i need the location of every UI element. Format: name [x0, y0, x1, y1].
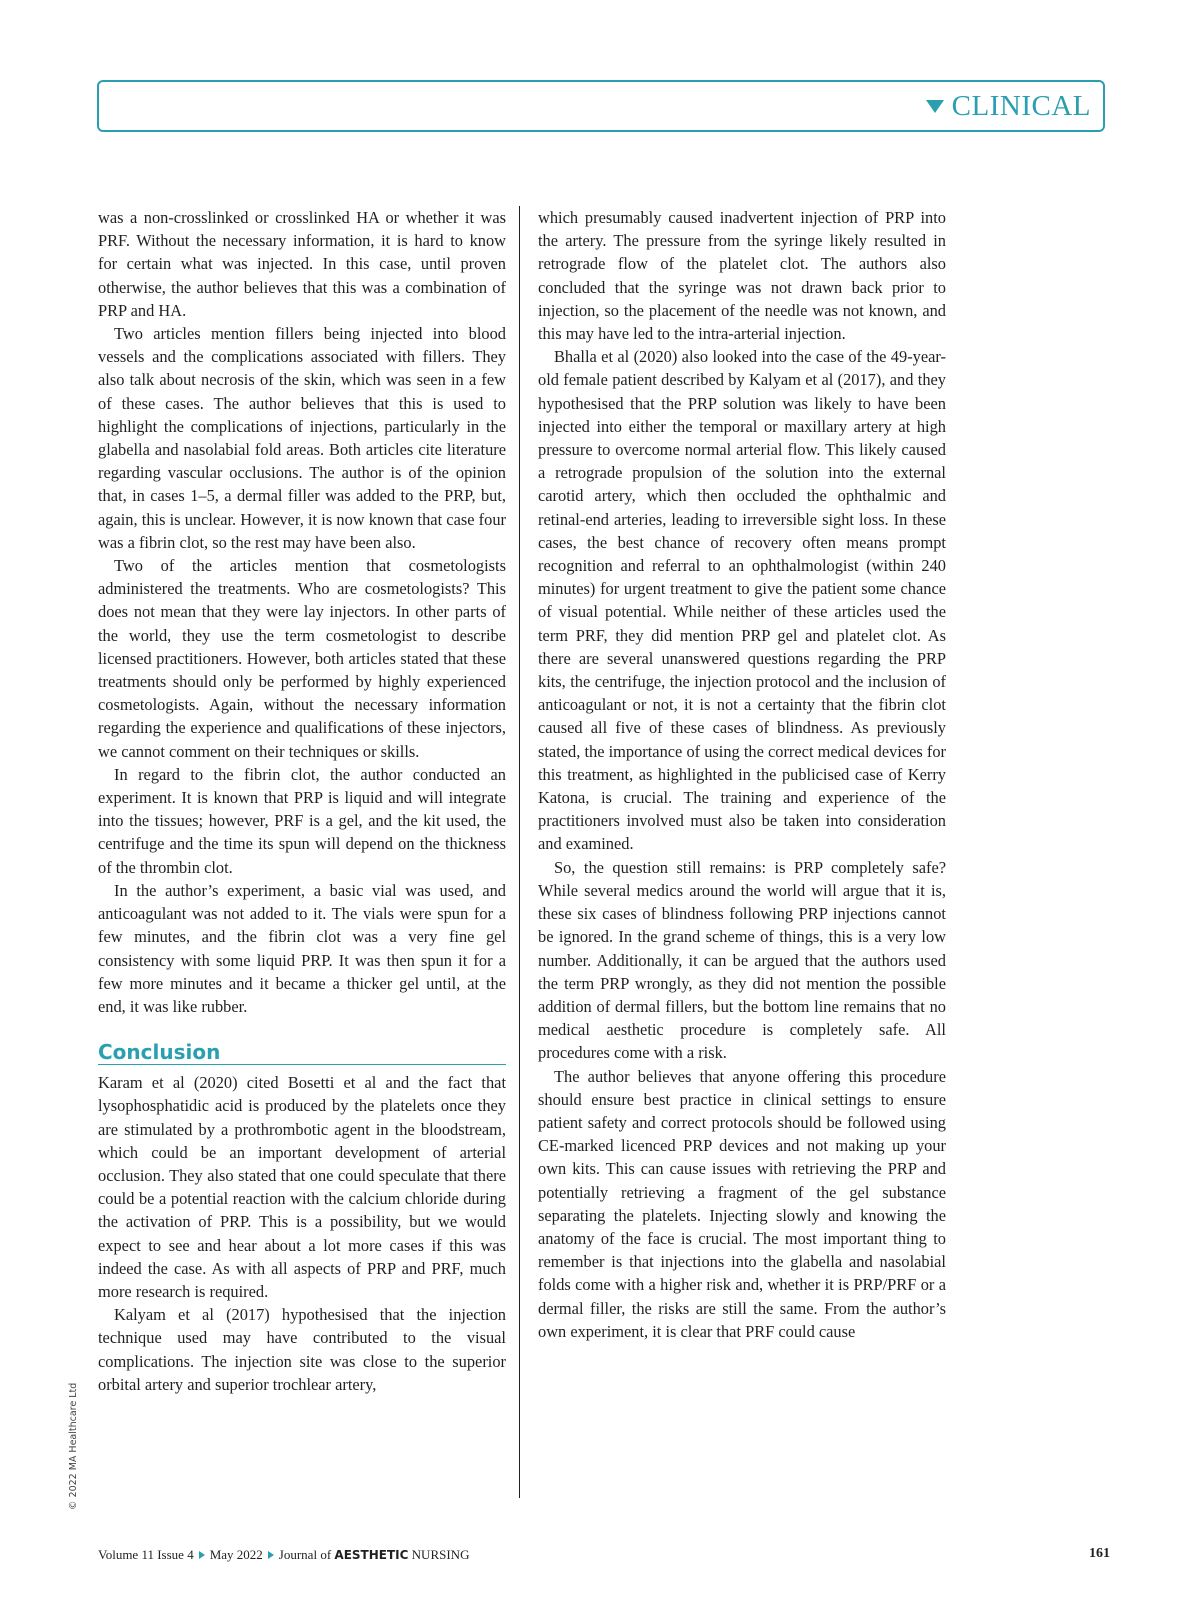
paragraph: Two articles mention fillers being injected into blood vessels and the complications associated with fillers. They also talk about necrosis of the skin, which was seen in a few of these cases. The author believes that this is used to highlight the complications of injections, particularly in the glabella and nasolabial fold areas. Both articles cite literature regarding vascular occlusions. The author is of the opinion that, in cases 1–5, a dermal filler was added to the PRP, but, again, this is unclear. However, it is now known that case four was a fibrin clot, so the rest may have been also.: [98, 324, 506, 552]
footer-journal-suffix: NURSING: [411, 1547, 470, 1562]
footer-volume: Volume 11 Issue 4: [98, 1547, 194, 1562]
paragraph: Bhalla et al (2020) also looked into the case of the 49-year-old female patient described by Kalyam et al (2017), and they hypothesised that the PRP solution was likely to have been injected into either the temporal or maxillary artery at high pressure to overcome normal arterial flow. This likely caused a retrograde propulsion of the solution into the external carotid artery, which then occluded the ophthalmic and retinal-end arteries, leading to irreversible sight loss. In these cases, the best chance of recovery often means prompt recognition and referral to an ophthalmologist (within 240 minutes) for urgent treatment to give the patient some chance of visual potential. While neither of these articles used the term PRF, they did mention PRP gel and platelet clot. As there are several unanswered questions regarding the PRP kits, the centrifuge, the injection protocol and the inclusion of anticoagulant or not, it is not a certainty that the fibrin clot caused all five of these cases of blindness. As previously stated, the importance of using the correct medical devices for this treatment, as highlighted in the publicised case of Kerry Katona, is crucial. The training and experience of the practitioners involved must also be taken into consideration and examined.: [538, 347, 946, 854]
triangle-down-icon: [926, 100, 944, 113]
footer-journal-bold: AESTHETIC: [334, 1548, 409, 1562]
paragraph: The author believes that anyone offering this procedure should ensure best practice in clinical settings to ensure patient safety and correct protocols should be followed using CE-marked licenced PRP devices and not making up your own kits. This can cause issues with retrieving the PRP and potentially retrieving a fragment of the gel substance separating the platelets. Injecting slowly and knowing the anatomy of the face is crucial. The most important thing to remember is that injections into the glabella and nasolabial folds come with a higher risk and, whether it is PRP/PRF or a dermal filler, the risks are still the same. From the author’s own experiment, it is clear that PRF could cause: [538, 1066, 946, 1341]
paragraph: In regard to the fibrin clot, the author conducted an experiment. It is known that PRP is liquid and will integrate into the tissues; however, PRF is a gel, and the kit used, the centrifuge and the time its spun will depend on the thickness of the thrombin clot.: [98, 764, 506, 877]
section-header-box: [97, 80, 1105, 132]
left-column: [98, 206, 506, 1396]
footer-date: May 2022: [209, 1547, 263, 1562]
right-column: [538, 206, 946, 1343]
triangle-right-icon: [268, 1551, 274, 1559]
paragraph: So, the question still remains: is PRP completely safe? While several medics around the world will argue that it is, these six cases of blindness following PRP injections cannot be ignored. In the grand scheme of things, this is a very low number. Additionally, it can be argued that the authors used the term PRP wrongly, as they did not mention the possible addition of dermal fillers, but the bottom line remains that no medical aesthetic procedure is completely safe. All procedures come with a risk.: [538, 857, 946, 1063]
page-number: 161: [1089, 1546, 1110, 1561]
paragraph: Two of the articles mention that cosmetologists administered the treatments. Who are cosmetologists? This does not mean that they were lay injectors. In other parts of the world, they use the term cosmetologist to describe licensed practitioners. However, both articles stated that these treatments should only be performed by highly experienced cosmetologists. Again, without the necessary information regarding the experience and qualifications of these injectors, we cannot comment on their techniques or skills.: [98, 556, 506, 761]
column-divider: [519, 206, 520, 1498]
footer: [98, 1547, 469, 1563]
section-tag: [926, 90, 1091, 123]
triangle-right-icon: [199, 1551, 205, 1559]
copyright-notice: © 2022 MA Healthcare Ltd: [68, 1382, 79, 1510]
section-label: CLINICAL: [951, 90, 1091, 122]
conclusion-heading: Conclusion: [98, 1040, 506, 1065]
paragraph: was a non-crosslinked or crosslinked HA or whether it was PRF. Without the necessary information, it is hard to know for certain what was injected. In this case, until proven otherwise, the author believes that this was a combination of PRP and HA.: [98, 208, 506, 320]
footer-journal-prefix: Journal of: [278, 1547, 332, 1562]
paragraph: Kalyam et al (2017) hypothesised that the injection technique used may have contributed to the visual complications. The injection site was close to the superior orbital artery and superior trochlear artery,: [98, 1305, 506, 1394]
paragraph: which presumably caused inadvertent injection of PRP into the artery. The pressure from the syringe likely resulted in retrograde flow of the platelet clot. The authors also concluded that the syringe was not drawn back prior to injection, so the placement of the needle was not known, and this may have led to the intra-arterial injection.: [538, 208, 946, 344]
paragraph: In the author’s experiment, a basic vial was used, and anticoagulant was not added to it. The vials were spun for a few minutes, and the fibrin clot was a very fine gel consistency with some liquid PRP. It was then spun it for a few more minutes and it became a thicker gel until, at the end, it was like rubber.: [98, 880, 506, 1016]
paragraph: Karam et al (2020) cited Bosetti et al and the fact that lysophosphatidic acid is produced by the platelets once they are stimulated by a prothrombotic agent in the bloodstream, which could be an important development of arterial occlusion. They also stated that one could speculate that there could be a potential reaction with the calcium chloride during the activation of PRP. This is a possibility, but we would expect to see and hear about a lot more cases if this was indeed the case. As with all aspects of PRP and PRF, much more research is required.: [98, 1073, 506, 1301]
